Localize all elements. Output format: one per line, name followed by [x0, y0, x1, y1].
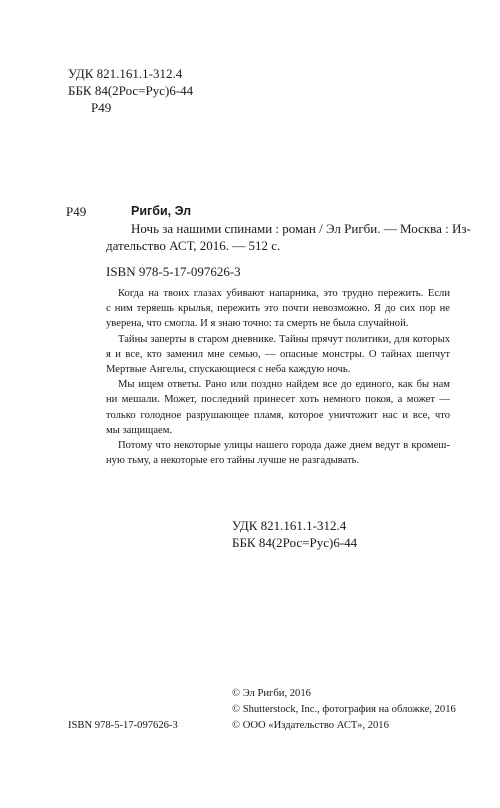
author-name: Ригби, Эл — [131, 204, 192, 218]
copyright-publisher: © ООО «Издательство АСТ», 2016 — [232, 720, 389, 731]
author-mark-top: Р49 — [91, 100, 112, 115]
title-line-1: Ночь за нашими спинами : роман / Эл Ригби. — Москва : Из- — [131, 221, 471, 236]
bbk-code-top: ББК 84(2Рос=Рус)6-44 — [68, 83, 194, 98]
annotation-line: с ним теряешь крылья, пережить это почти невозможно. Я до сих пор не — [106, 303, 450, 315]
isbn-entry: ISBN 978-5-17-097626-3 — [106, 264, 241, 279]
annotation-paragraph-4 — [106, 438, 450, 468]
annotation-line: Тайны заперты в старом дневнике. Тайны прячут политики, для которых — [118, 333, 450, 345]
annotation-line: мы защищаем. — [106, 424, 173, 436]
isbn-bottom: ISBN 978-5-17-097626-3 — [68, 720, 178, 731]
annotation-line: Мы ищем ответы. Рано или поздно найдем все до единого, как бы нам — [118, 379, 450, 391]
author-mark: Р49 — [66, 204, 87, 219]
annotation-line: Когда на твоих глазах убивают напарника, это трудно пережить. Если — [118, 288, 450, 299]
annotation-line: ни мешали. Может, последний принесет хоть немного покоя, а может — — [106, 394, 450, 406]
annotation-line: только голодное разрушающее пламя, которое уничтожит нас и все, что — [106, 409, 450, 421]
bbk-code-mid: ББК 84(2Рос=Рус)6-44 — [232, 535, 358, 550]
annotation-line: Мертвые Ангелы, спускающиеся с неба каждую ночь. — [106, 363, 351, 375]
copyright-author: © Эл Ригби, 2016 — [232, 688, 311, 699]
annotation-line: я и все, кто заменил мне семью, — опасные монстры. О тайнах шепчут — [106, 348, 450, 360]
udk-code-top: УДК 821.161.1-312.4 — [68, 66, 183, 81]
annotation-paragraph-3 — [106, 377, 450, 438]
annotation-paragraph-1 — [106, 286, 450, 332]
annotation-line: ную тьму, а некоторые его тайны лучше не разгадывать. — [106, 455, 360, 467]
annotation-paragraph-2 — [106, 332, 450, 378]
copyright-cover: © Shutterstock, Inc., фотография на обложке, 2016 — [232, 704, 456, 715]
annotation-line: уверена, что смогла. И я знаю точно: та смерть не была случайной. — [106, 318, 409, 330]
annotation-line: Потому что некоторые улицы нашего города даже днем ведут в кромеш- — [118, 440, 450, 451]
title-line-2: дательство АСТ, 2016. — 512 с. — [106, 238, 281, 253]
udk-code-mid: УДК 821.161.1-312.4 — [232, 518, 347, 533]
